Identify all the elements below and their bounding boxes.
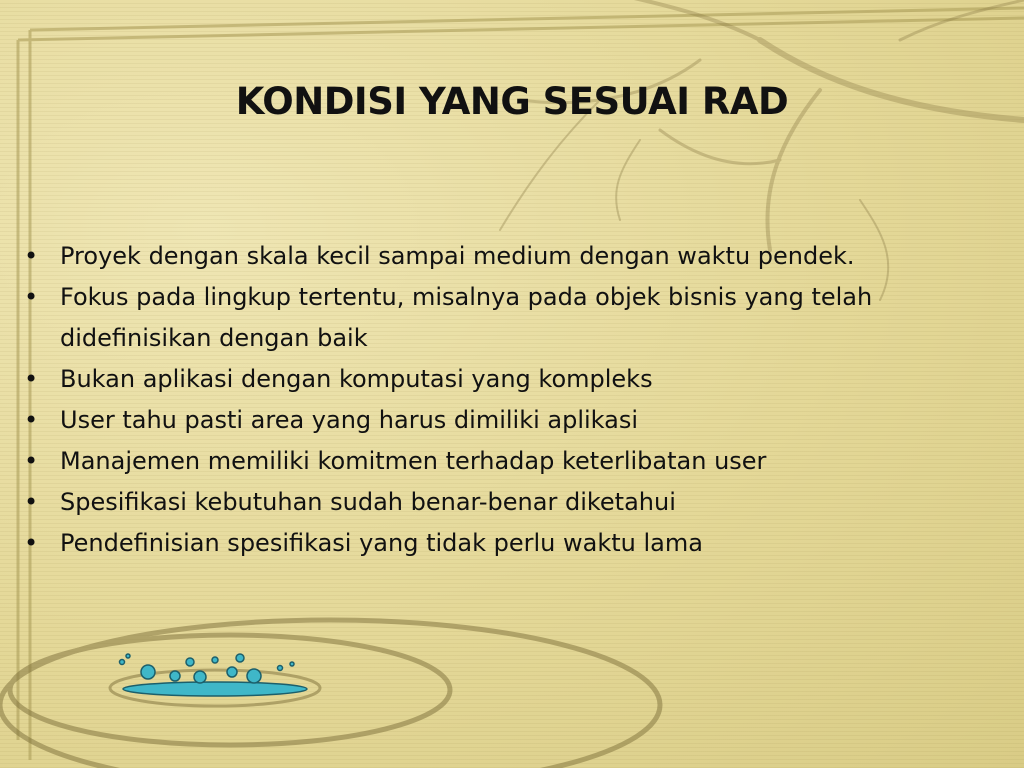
bullet-text: Bukan aplikasi dengan komputasi yang kompleks	[60, 365, 653, 393]
bullet-text: Proyek dengan skala kecil sampai medium dengan waktu pendek.	[60, 242, 855, 270]
bullet-item	[22, 482, 1002, 523]
slide-title: KONDISI YANG SESUAI RAD	[235, 80, 789, 123]
bullet-icon: •	[24, 529, 39, 557]
bullet-list	[22, 236, 1002, 564]
bullet-icon: •	[24, 365, 39, 393]
bullet-item	[22, 236, 1002, 277]
bullet-item	[22, 359, 1002, 400]
bullet-text: User tahu pasti area yang harus dimiliki aplikasi	[60, 406, 639, 434]
bullet-text: Pendefinisian spesifikasi yang tidak perlu waktu lama	[60, 529, 703, 557]
bullet-icon: •	[24, 242, 39, 270]
bullet-text: Manajemen memiliki komitmen terhadap keterlibatan user	[60, 447, 767, 475]
water-ripples	[0, 620, 660, 768]
bullet-icon: •	[24, 447, 39, 475]
bullet-text: Fokus pada lingkup tertentu, misalnya pada objek bisnis yang telah didefinisikan dengan baik	[60, 283, 873, 352]
bullet-icon: •	[24, 283, 39, 311]
bullet-item	[22, 441, 1002, 482]
bullet-item	[22, 277, 1002, 359]
bullet-text: Spesifikasi kebutuhan sudah benar-benar diketahui	[60, 488, 676, 516]
bullet-icon: •	[24, 488, 39, 516]
bullet-icon: •	[24, 406, 39, 434]
bullet-item	[22, 400, 1002, 441]
bullet-item	[22, 523, 1002, 564]
